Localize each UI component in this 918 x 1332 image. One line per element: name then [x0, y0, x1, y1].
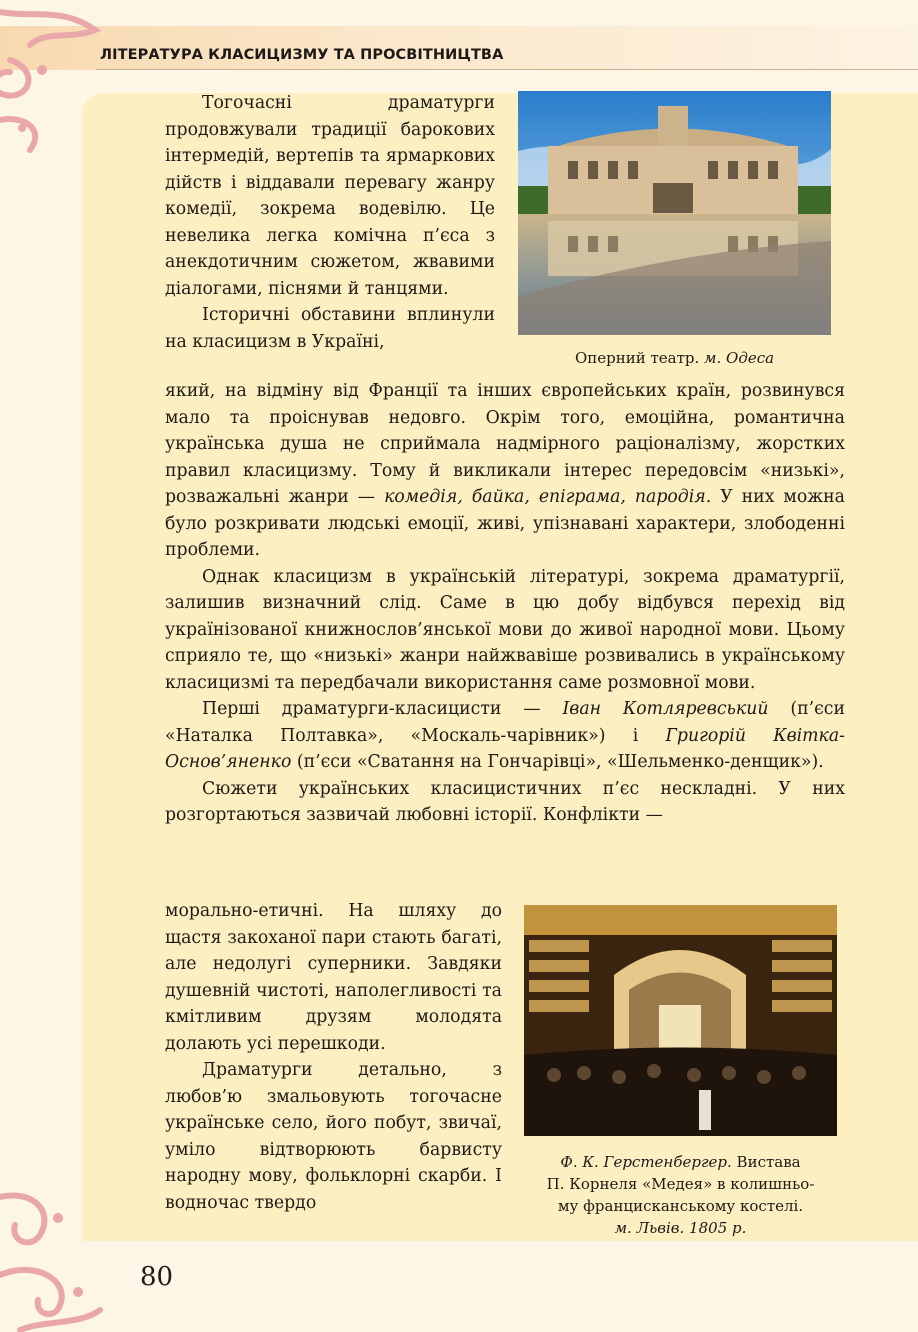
opera-caption-text: Оперний театр.: [574, 349, 705, 367]
painting-caption-line2: П. Корнеля «Медея» в колишньо-: [546, 1175, 815, 1193]
painting-caption-line4: м. Львів. 1805 р.: [614, 1219, 747, 1237]
painting-caption-line3: му францисканському костелі.: [557, 1197, 804, 1215]
theatre-painting: [524, 905, 837, 1136]
body-text-full: [165, 378, 845, 829]
header-divider: [96, 69, 918, 70]
paragraph-5-continued: морально-етичні. На шляху до щастя закоханої пари стають багаті, але недолугі суперники. Завдяки душевній чистоті, наполегливості та кмітливим друзям молодята долають усі перешкоди.: [165, 901, 502, 1054]
author-kotliarevskyi: Іван Котляревський: [562, 699, 769, 719]
paragraph-5-start: Сюжети українських класицистичних п’єс нескладні. У них розгортаються зазвичай любовні історії. Конфлікти —: [165, 778, 845, 825]
painting-caption: [518, 1151, 843, 1239]
paragraph-6: Драматурги детально, з любов’ю змальовують тогочасне українське село, його побут, звичаї, уміло відтворюють барвисту народну мову, фольклорні скарби. І водночас твердо: [165, 1060, 502, 1213]
opera-caption-place: м. Одеса: [704, 349, 775, 367]
painting-caption-author: Ф. К. Герстенбергер.: [560, 1153, 732, 1171]
paragraph-1: Тогочасні драматурги продовжували традиції барокових інтермедій, вертепів та ярмаркових дійств і віддавали перевагу жанру комедії, зокрема водевілю. Це невелика легка комічна п’єса з анекдотичним сюжетом, жвавими діалогами, піснями й танцями.: [165, 93, 495, 299]
paragraph-2-start: Історичні обставини вплинули на класицизм в Україні,: [165, 305, 495, 352]
page-number: 80: [140, 1262, 174, 1292]
paragraph-4: Перші драматурги-класицисти — Іван Котляревський (п’єси «Наталка Полтавка», «Москаль-чарівник») і Григорій Квітка-Основ’яненко (п’єси «Сватання на Гончарівці», «Шельменко-денщик»).: [165, 699, 846, 772]
body-text-wrap-bottom: [165, 898, 502, 1216]
opera-house-photo: [518, 91, 831, 335]
chapter-title: ЛІТЕРАТУРА КЛАСИЦИЗМУ ТА ПРОСВІТНИЦТВА: [100, 47, 504, 63]
opera-caption: [518, 347, 831, 369]
genres-list: комедія, байка, епіграма, пародія.: [384, 487, 712, 507]
paragraph-3: Однак класицизм в українській літературі, зокрема драматургії, залишив визначний слід. Саме в цю добу відбувся перехід від українізованої книжнослов’янської мови до живої народної мови. Цьому сприяло те, що «низькі» жанри найжвавіше розвивались в українському класицизмі та передбачали використання саме розмовної мови.: [165, 566, 845, 693]
author-kvitka: Григорій Квітка-Основ’яненко: [165, 725, 846, 772]
paragraph-2-continued: який, на відміну від Франції та інших європейських країн, розвинувся мало та проіснував недовго. Окрім того, емоційна, романтична українська душа не сприймала надмірного раціоналізму, жорстких правил класицизму. Тому й викликали інтерес передовсім «низькі», розважальні жанри — комедія, байка, епіграма, пародія. У них можна було розкривати людські емоції, живі, упізнавані характери, злободенні проблеми.: [165, 381, 845, 560]
body-text-wrap-top: [165, 90, 495, 355]
painting-caption-line1: Вистава: [731, 1153, 801, 1171]
